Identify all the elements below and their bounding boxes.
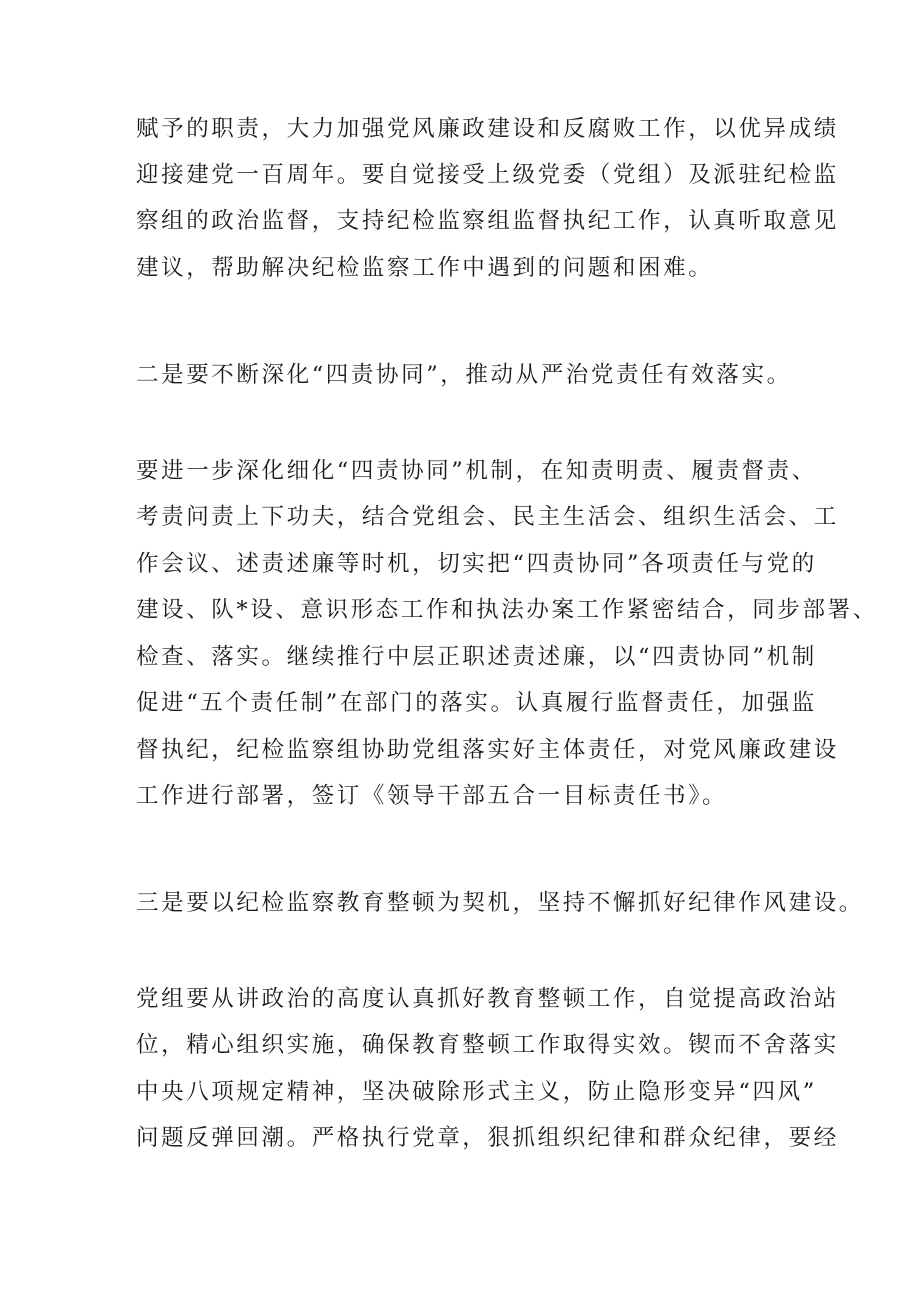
paragraph-1-line-4: 建议，帮助解决纪检监察工作中遇到的问题和困难。 (136, 255, 714, 281)
paragraph-3-line-2: 位，精心组织实施，确保教育整顿工作取得实效。锲而不舍落实 (136, 1032, 839, 1058)
paragraph-3-line-3: 中央八项规定精神，坚决破除形式主义，防止隐形变异“四风” (136, 1079, 817, 1105)
paragraph-2-line-1: 要进一步深化细化“四责协同”机制，在知责明责、履责督责、 (136, 458, 817, 484)
paragraph-1-line-1: 赋予的职责，大力加强党风廉政建设和反腐败工作，以优异成绩 (136, 116, 839, 142)
paragraph-2-line-2: 考责问责上下功夫，结合党组会、民主生活会、组织生活会、工 (136, 504, 839, 530)
paragraph-2-line-4: 建设、队*设、意识形态工作和执法办案工作紧密结合，同步部署、 (136, 597, 878, 623)
section-heading-2: 二是要不断深化“四责协同”，推动从严治党责任有效落实。 (136, 362, 792, 388)
paragraph-2-line-5: 检查、落实。继续推行中层正职述责述廉，以“四责协同”机制 (136, 644, 817, 670)
section-heading-3: 三是要以纪检监察教育整顿为契机，坚持不懈抓好纪律作风建设。 (136, 890, 864, 916)
paragraph-2-line-7: 督执纪，纪检监察组协助党组落实好主体责任，对党风廉政建设 (136, 737, 839, 763)
paragraph-3-line-4: 问题反弹回潮。严格执行党章，狠抓组织纪律和群众纪律，要经 (136, 1125, 839, 1151)
paragraph-2-line-8: 工作进行部署，签订《领导干部五合一目标责任书》。 (136, 783, 728, 809)
paragraph-1-line-3: 察组的政治监督，支持纪检监察组监督执纪工作，认真听取意见 (136, 208, 839, 234)
paragraph-1-line-2: 迎接建党一百周年。要自觉接受上级党委（党组）及派驻纪检监 (136, 162, 839, 188)
paragraph-2-line-3: 作会议、述责述廉等时机，切实把“四责协同”各项责任与党的 (136, 551, 817, 577)
paragraph-2-line-6: 促进“五个责任制”在部门的落实。认真履行监督责任，加强监 (136, 690, 817, 716)
paragraph-3-line-1: 党组要从讲政治的高度认真抓好教育整顿工作，自觉提高政治站 (136, 986, 839, 1012)
